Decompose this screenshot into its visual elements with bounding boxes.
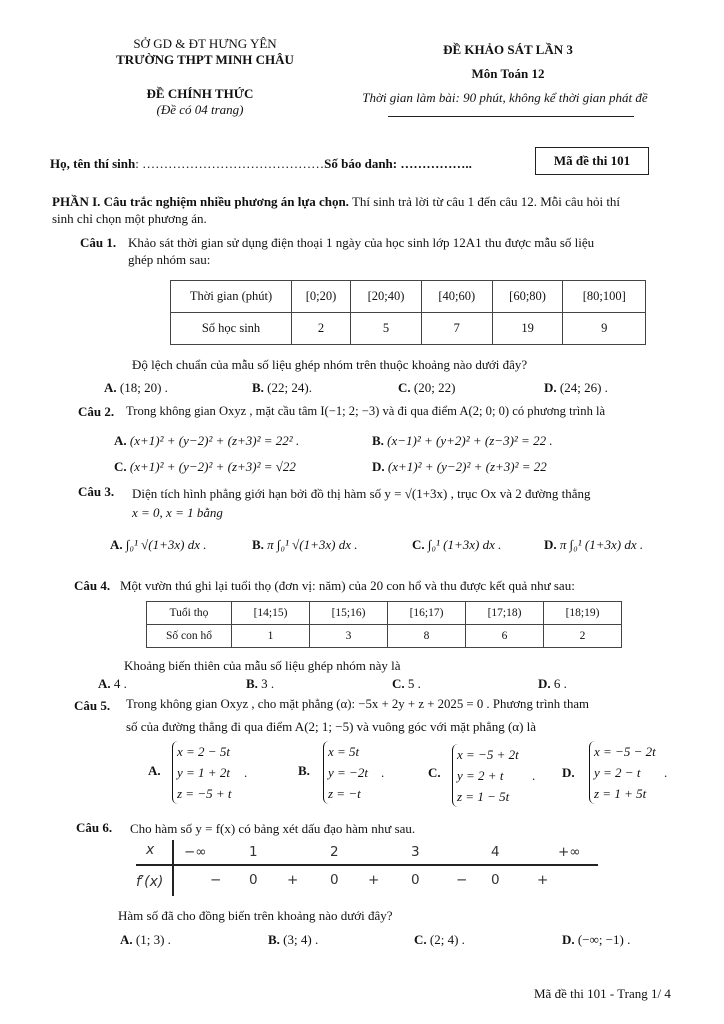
sign-value: − xyxy=(210,872,222,888)
system-line: y = 2 − t xyxy=(594,765,641,780)
q3-option-b[interactable] xyxy=(252,537,358,553)
q4-text: Một vườn thú ghi lại tuổi thọ (đơn vị: năm) của 20 con hổ và thu được kết quả như sau: xyxy=(120,578,575,593)
q3-text1: Diện tích hình phẳng giới hạn bởi đồ thị hàm số y = √(1+3x) , trục Ox và 2 đường thẳng xyxy=(132,486,591,501)
option-letter: A. xyxy=(120,932,133,947)
page-footer: Mã đề thi 101 - Trang 1/ 4 xyxy=(534,986,671,1001)
sign-x-value: +∞ xyxy=(558,844,581,860)
sign-value: − xyxy=(456,872,468,888)
q5-option-c-letter[interactable]: C. xyxy=(428,765,441,780)
name-dots: : …………………………………… xyxy=(135,156,325,171)
system-line: y = 1 + 2t xyxy=(177,765,230,780)
q4-cell: Số con hổ xyxy=(147,625,232,648)
q3-option-c[interactable] xyxy=(412,537,501,553)
q2-option-b[interactable] xyxy=(372,433,553,449)
option-letter: D. xyxy=(544,380,557,395)
part1-desc1: Thí sinh trả lời từ câu 1 đến câu 12. Mỗi câu hỏi thí xyxy=(348,194,621,209)
option-value: π ∫₀¹ (1+3x) dx . xyxy=(559,537,644,552)
option-letter: A. xyxy=(114,433,127,448)
part1-desc2: sinh chỉ chọn một phương án. xyxy=(52,211,207,226)
school-name: TRƯỜNG THPT MINH CHÂU xyxy=(116,52,294,67)
option-letter: C. xyxy=(392,676,405,691)
sign-value: 0 xyxy=(411,872,420,888)
q4-cell: 3 xyxy=(310,625,388,648)
q4-option-a[interactable] xyxy=(98,676,127,692)
option-value: (x+1)² + (y−2)² + (z+3)² = 22 xyxy=(387,459,547,474)
q1-option-b[interactable] xyxy=(252,380,312,396)
q5-option-d-system xyxy=(589,741,656,804)
option-value: (−∞; −1) . xyxy=(577,932,631,947)
sign-table-hline xyxy=(136,864,598,866)
system-line: x = 2 − 5t xyxy=(177,744,230,759)
q1-question: Độ lệch chuẩn của mẫu số liệu ghép nhóm trên thuộc khoảng nào dưới đây? xyxy=(132,357,528,372)
q1-option-c[interactable] xyxy=(398,380,455,396)
option-letter: D. xyxy=(544,537,557,552)
sign-table-vline xyxy=(172,840,174,896)
option-letter: C. xyxy=(114,459,127,474)
q6-text: Cho hàm số y = f(x) có bảng xét dấu đạo hàm như sau. xyxy=(130,821,416,836)
option-letter: A. xyxy=(98,676,111,691)
option-letter: D. xyxy=(372,459,385,474)
official-label: ĐỀ CHÍNH THỨC xyxy=(146,86,254,101)
option-value: (x−1)² + (y+2)² + (z−3)² = 22 . xyxy=(387,433,553,448)
q6-label: Câu 6. xyxy=(76,820,113,835)
q1-text1: Khảo sát thời gian sử dụng điện thoại 1 ngày của học sinh lớp 12A1 thu được mẫu số liệu xyxy=(128,235,595,250)
q1-cell: 7 xyxy=(421,313,492,345)
sign-x-value: 4 xyxy=(491,844,500,860)
q1-cell: [20;40) xyxy=(351,281,422,313)
q4-cell: [15;16) xyxy=(310,602,388,625)
sign-value: + xyxy=(537,872,549,888)
q1-cell: 9 xyxy=(563,313,646,345)
id-label: Số báo danh: …………….. xyxy=(324,156,472,171)
q4-table xyxy=(146,601,622,648)
exam-code-box: Mã đề thi 101 xyxy=(535,147,649,175)
q1-cell: 2 xyxy=(292,313,351,345)
q4-option-b[interactable] xyxy=(246,676,274,692)
q5-option-c-system xyxy=(452,744,519,807)
system-line: y = −2t xyxy=(328,765,368,780)
q5-option-a-tail: . xyxy=(244,765,248,780)
q6-option-b[interactable] xyxy=(268,932,318,948)
option-value: 6 . xyxy=(553,676,567,691)
q4-cell: [14;15) xyxy=(232,602,310,625)
q2-option-d[interactable] xyxy=(372,459,547,475)
option-letter: B. xyxy=(252,380,264,395)
q4-cell: 2 xyxy=(544,625,622,648)
option-value: 5 . xyxy=(407,676,421,691)
q3-text2: x = 0, x = 1 bằng xyxy=(132,505,223,520)
q1-table xyxy=(170,280,646,345)
q5-option-d-letter[interactable]: D. xyxy=(562,765,575,780)
option-letter: C. xyxy=(414,932,427,947)
q1-option-a[interactable] xyxy=(104,380,168,396)
option-value: ∫₀¹ √(1+3x) dx . xyxy=(125,537,207,552)
option-value: (20; 22) xyxy=(413,380,456,395)
q4-cell: [18;19) xyxy=(544,602,622,625)
sign-value: 0 xyxy=(491,872,500,888)
q6-option-c[interactable] xyxy=(414,932,465,948)
q1-option-d[interactable] xyxy=(544,380,608,396)
q4-cell: 1 xyxy=(232,625,310,648)
option-value: (24; 26) . xyxy=(559,380,608,395)
sign-f-label: f′(x) xyxy=(136,874,164,890)
option-letter: D. xyxy=(538,676,551,691)
q1-text2: ghép nhóm sau: xyxy=(128,252,211,267)
q5-option-b-system xyxy=(323,741,368,804)
q5-option-c-tail: . xyxy=(532,768,536,783)
part1-title: PHẦN I. Câu trắc nghiệm nhiều phương án lựa chọn. xyxy=(52,194,349,209)
q4-option-c[interactable] xyxy=(392,676,421,692)
option-letter: C. xyxy=(398,380,411,395)
q4-cell: 6 xyxy=(466,625,544,648)
q3-option-a[interactable] xyxy=(110,537,206,553)
sign-value: + xyxy=(368,872,380,888)
q5-option-a-system xyxy=(172,741,232,804)
q5-option-a-letter[interactable]: A. xyxy=(148,763,161,778)
option-letter: B. xyxy=(246,676,258,691)
option-letter: D. xyxy=(562,932,575,947)
option-value: (22; 24). xyxy=(267,380,312,395)
q5-text1: Trong không gian Oxyz , cho mặt phẳng (α): −5x + 2y + z + 2025 = 0 . Phương trình tham xyxy=(126,697,589,711)
q1-cell: 5 xyxy=(351,313,422,345)
option-letter: C. xyxy=(412,537,425,552)
q5-text2: số của đường thẳng đi qua điểm A(2; 1; −5) và vuông góc với mặt phẳng (α) là xyxy=(126,719,537,734)
option-value: 4 . xyxy=(113,676,127,691)
sign-x-label: x xyxy=(146,842,155,858)
q4-cell: [16;17) xyxy=(388,602,466,625)
q1-cell: [60;80) xyxy=(492,281,563,313)
option-value: (2; 4) . xyxy=(429,932,465,947)
q5-option-b-tail: . xyxy=(381,765,385,780)
option-letter: B. xyxy=(268,932,280,947)
option-value: 3 . xyxy=(261,676,275,691)
system-line: x = −5 − 2t xyxy=(594,744,656,759)
q1-cell: [80;100] xyxy=(563,281,646,313)
q4-label: Câu 4. xyxy=(74,578,111,593)
q1-label: Câu 1. xyxy=(80,235,117,250)
system-line: y = 2 + t xyxy=(457,768,504,783)
name-label: Họ, tên thí sinh xyxy=(50,156,136,171)
exam-title: ĐỀ KHẢO SÁT LẦN 3 xyxy=(443,42,573,57)
sign-x-value: −∞ xyxy=(184,844,207,860)
q4-cell: [17;18) xyxy=(466,602,544,625)
q5-option-d-tail: . xyxy=(664,765,668,780)
q6-option-d[interactable] xyxy=(562,932,630,948)
option-letter: A. xyxy=(104,380,117,395)
subject: Môn Toán 12 xyxy=(471,66,545,81)
candidate-line xyxy=(50,156,472,172)
q3-option-d[interactable] xyxy=(544,537,643,553)
q3-label: Câu 3. xyxy=(78,484,115,499)
option-value: ∫₀¹ (1+3x) dx . xyxy=(427,537,502,552)
q4-question: Khoảng biến thiên của mẫu số liệu ghép nhóm này là xyxy=(124,658,401,673)
q2-option-c[interactable] xyxy=(114,459,296,475)
system-line: x = −5 + 2t xyxy=(457,747,519,762)
sign-x-value: 1 xyxy=(249,844,258,860)
system-line: z = −5 + t xyxy=(177,786,232,801)
option-value: (3; 4) . xyxy=(283,932,319,947)
system-line: x = 5t xyxy=(328,744,360,759)
header-divider xyxy=(388,116,634,117)
option-value: (18; 20) . xyxy=(119,380,168,395)
q1-cell: Thời gian (phút) xyxy=(171,281,292,313)
sign-x-value: 2 xyxy=(330,844,339,860)
q6-option-a[interactable] xyxy=(120,932,171,948)
option-value: (x+1)² + (y−2)² + (z+3)² = 22² . xyxy=(129,433,300,448)
q2-text: Trong không gian Oxyz , mặt cầu tâm I(−1; 2; −3) và đi qua điểm A(2; 0; 0) có phương trình là xyxy=(126,404,606,418)
q4-cell: 8 xyxy=(388,625,466,648)
q1-cell: 19 xyxy=(492,313,563,345)
sign-value: + xyxy=(287,872,299,888)
option-letter: A. xyxy=(110,537,123,552)
pages-note: (Đề có 04 trang) xyxy=(156,102,244,117)
part1-heading xyxy=(52,194,620,210)
option-value: π ∫₀¹ √(1+3x) dx . xyxy=(267,537,358,552)
sign-value: 0 xyxy=(330,872,339,888)
system-line: z = 1 − 5t xyxy=(457,789,510,804)
q2-label: Câu 2. xyxy=(78,404,115,419)
q2-option-a[interactable] xyxy=(114,433,299,449)
q4-option-d[interactable] xyxy=(538,676,567,692)
option-value: (x+1)² + (y−2)² + (z+3)² = √22 xyxy=(129,459,296,474)
time-note: Thời gian làm bài: 90 phút, không kể thời gian phát đề xyxy=(362,90,648,105)
q5-option-b-letter[interactable]: B. xyxy=(298,763,310,778)
q5-label: Câu 5. xyxy=(74,698,111,713)
q6-question: Hàm số đã cho đồng biến trên khoảng nào dưới đây? xyxy=(118,908,393,923)
sign-value: 0 xyxy=(249,872,258,888)
q1-cell: [0;20) xyxy=(292,281,351,313)
q1-cell: Số học sinh xyxy=(171,313,292,345)
option-value: (1; 3) . xyxy=(135,932,171,947)
system-line: z = 1 + 5t xyxy=(594,786,647,801)
q4-cell: Tuổi thọ xyxy=(147,602,232,625)
option-letter: B. xyxy=(252,537,264,552)
option-letter: B. xyxy=(372,433,384,448)
sign-x-value: 3 xyxy=(411,844,420,860)
system-line: z = −t xyxy=(328,786,361,801)
dept-name: SỞ GD & ĐT HƯNG YÊN xyxy=(133,36,277,51)
q1-cell: [40;60) xyxy=(421,281,492,313)
